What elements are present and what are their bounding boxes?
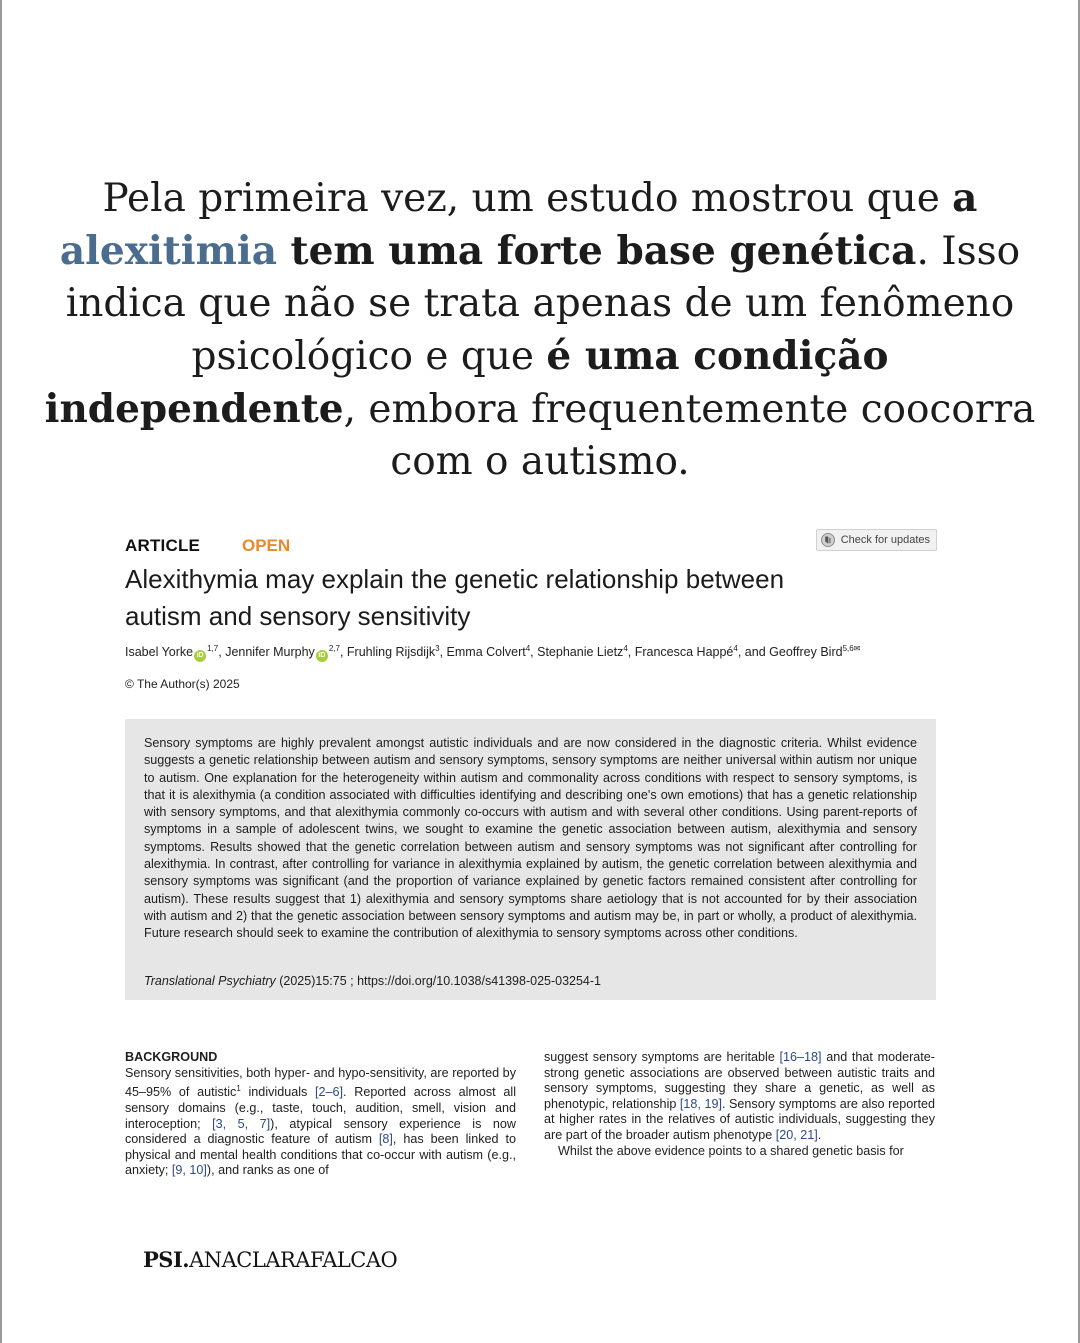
headline-text-3: , embora frequentemente coocorra com o autismo. (343, 387, 1036, 484)
author-affiliation: 2,7 (328, 644, 340, 653)
body-column-left (125, 1050, 516, 1179)
headline-bold-1: a (952, 175, 978, 221)
article-meta (125, 536, 937, 560)
article-title (125, 561, 945, 635)
author-name[interactable]: Geoffrey Bird (769, 645, 843, 660)
footnote-marker[interactable]: 1 (236, 1084, 241, 1094)
section-heading: BACKGROUND (125, 1050, 218, 1064)
reference-link[interactable]: [2–6] (315, 1085, 344, 1100)
article-title-line-1: Alexithymia may explain the genetic relationship between (125, 564, 785, 594)
orcid-icon[interactable]: iD (316, 650, 328, 662)
headline-bold-3: é uma condição independente (44, 333, 889, 432)
brand-name: ANACLARAFALCAO (189, 1248, 398, 1272)
author-affiliation: 1,7 (207, 644, 219, 653)
body-paragraph-right-2: Whilst the above evidence points to a shared genetic basis for (558, 1143, 904, 1158)
copyright: © The Author(s) 2025 (125, 677, 240, 691)
reference-link[interactable]: [20, 21] (775, 1127, 818, 1142)
headline-text-1: Pela primeira vez, um estudo mostrou que (102, 176, 953, 221)
author-affiliation: 4 (623, 644, 628, 653)
headline-text-2: . Isso indica que não se trata apenas de um fenômeno psicológico e que (65, 229, 1021, 379)
author-name[interactable]: Jennifer Murphy (225, 645, 315, 660)
article-title-line-2: autism and sensory sensitivity (125, 601, 471, 631)
author-name[interactable]: Francesca Happé (634, 645, 734, 660)
author-name[interactable]: Stephanie Lietz (537, 645, 624, 660)
reference-link[interactable]: [9, 10] (171, 1163, 207, 1178)
reference-link[interactable]: [16–18] (779, 1050, 822, 1064)
body-column-right (544, 1050, 935, 1159)
body-paragraph-left: Sensory sensitivities, both hyper- and hypo-sensitivity, are reported by 45–95% of autistic$^1$ individuals [2–6]. Reported across almost all sensory domains (e.g., taste, touch, audition, smell, vision and interoception; [3, 5, 7]), atypical sensory experience is now considered a diagnostic feature of autism [8], has been linked to physical and mental health conditions that co-occur with autism (e.g., anxiety; [9, 10]), and ranks as one of (125, 1065, 516, 1178)
orcid-icon[interactable]: iD (194, 650, 206, 662)
check-updates-button[interactable] (816, 529, 937, 551)
body-paragraph-right: suggest sensory symptoms are heritable [16–18] and that moderate-strong genetic associations are observed between autistic traits and sensory symptoms, suggesting they share a genetic, as well as phenotypic, relationship [18, 19]. Sensory symptoms are also reported at higher rates in the relatives of autistic individuals, suggesting they are part of the broader autism phenotype [20, 21]. (544, 1050, 935, 1142)
author-name[interactable]: Fruhling Rijsdijk (346, 645, 436, 660)
headline-bold-2: tem uma forte base genética (276, 228, 917, 274)
article-type-label: ARTICLE (125, 536, 201, 555)
headline-accent-word: alexitimia (59, 228, 277, 274)
citation-doi[interactable]: (2025)15:75 ; https://doi.org/10.1038/s41398-025-03254-1 (275, 974, 602, 988)
citation-journal: Translational Psychiatry (144, 974, 276, 988)
reference-link[interactable]: [18, 19] (679, 1096, 722, 1111)
author-affiliation: 5,6✉ (842, 644, 861, 653)
open-access-label: OPEN (242, 536, 291, 555)
reference-link[interactable]: [8] (378, 1132, 393, 1147)
author-name[interactable]: Emma Colvert (446, 645, 526, 660)
brand-bold: PSI. (143, 1247, 190, 1272)
author-list: Isabel Yorke iD$^{1,7}$, Jennifer Murphy iD$^{2,7}$, Fruhling Rijsdijk$^3$, Emma Colvert$^4$, Stephanie Lietz$^4$, Francesca Happé$^4$, and Geoffrey Bird$^{5,6✉}$ (125, 644, 955, 662)
citation (144, 974, 601, 988)
abstract-text: Sensory symptoms are highly prevalent amongst autistic individuals and are now considered in the diagnostic criteria. Whilst evidence suggests a genetic relationship between autism and sensory symptoms, sensory symptoms are neither universal within autism nor unique to autism. One explanation for the heterogeneity within autism and commonality across conditions with respect to sensory symptoms, is that it is alexithymia (a condition associated with difficulties identifying and describing one's own emotions) that has a genetic relationship with sensory symptoms, and that alexithymia commonly co-occurs with autism and with several other conditions. Using parent-reports of symptoms in a sample of adolescent twins, we sought to examine the genetic association between autism, alexithymia and sensory symptoms. Results showed that the genetic correlation between autism and sensory symptoms was not significant after controlling for alexithymia. In contrast, after controlling for variance in alexithymia explained by autism, the genetic correlation between alexithymia and sensory symptoms was significant (and the proportion of variance explained by genetic factors remained consistent after controlling for autism). These results suggest that 1) alexithymia and sensory symptoms share aetiology that is not accounted for by their association with autism and 2) that the genetic association between sensory symptoms and autism may be, in part or wholly, a product of alexithymia. Future research should seek to examine the contribution of alexithymia to sensory symptoms across other conditions. (144, 736, 917, 941)
reference-link[interactable]: [3, 5, 7] (212, 1116, 271, 1131)
crossmark-icon (821, 533, 835, 547)
brand-watermark (143, 1247, 397, 1272)
author-affiliation: 3 (435, 644, 440, 653)
left-border (0, 0, 2, 1343)
author-affiliation: 4 (525, 644, 531, 653)
check-updates-label: Check for updates (840, 534, 930, 546)
headline (40, 172, 1040, 488)
abstract-box (125, 719, 936, 1000)
author-affiliation: 4 (733, 644, 738, 653)
author-name[interactable]: Isabel Yorke (125, 645, 194, 660)
